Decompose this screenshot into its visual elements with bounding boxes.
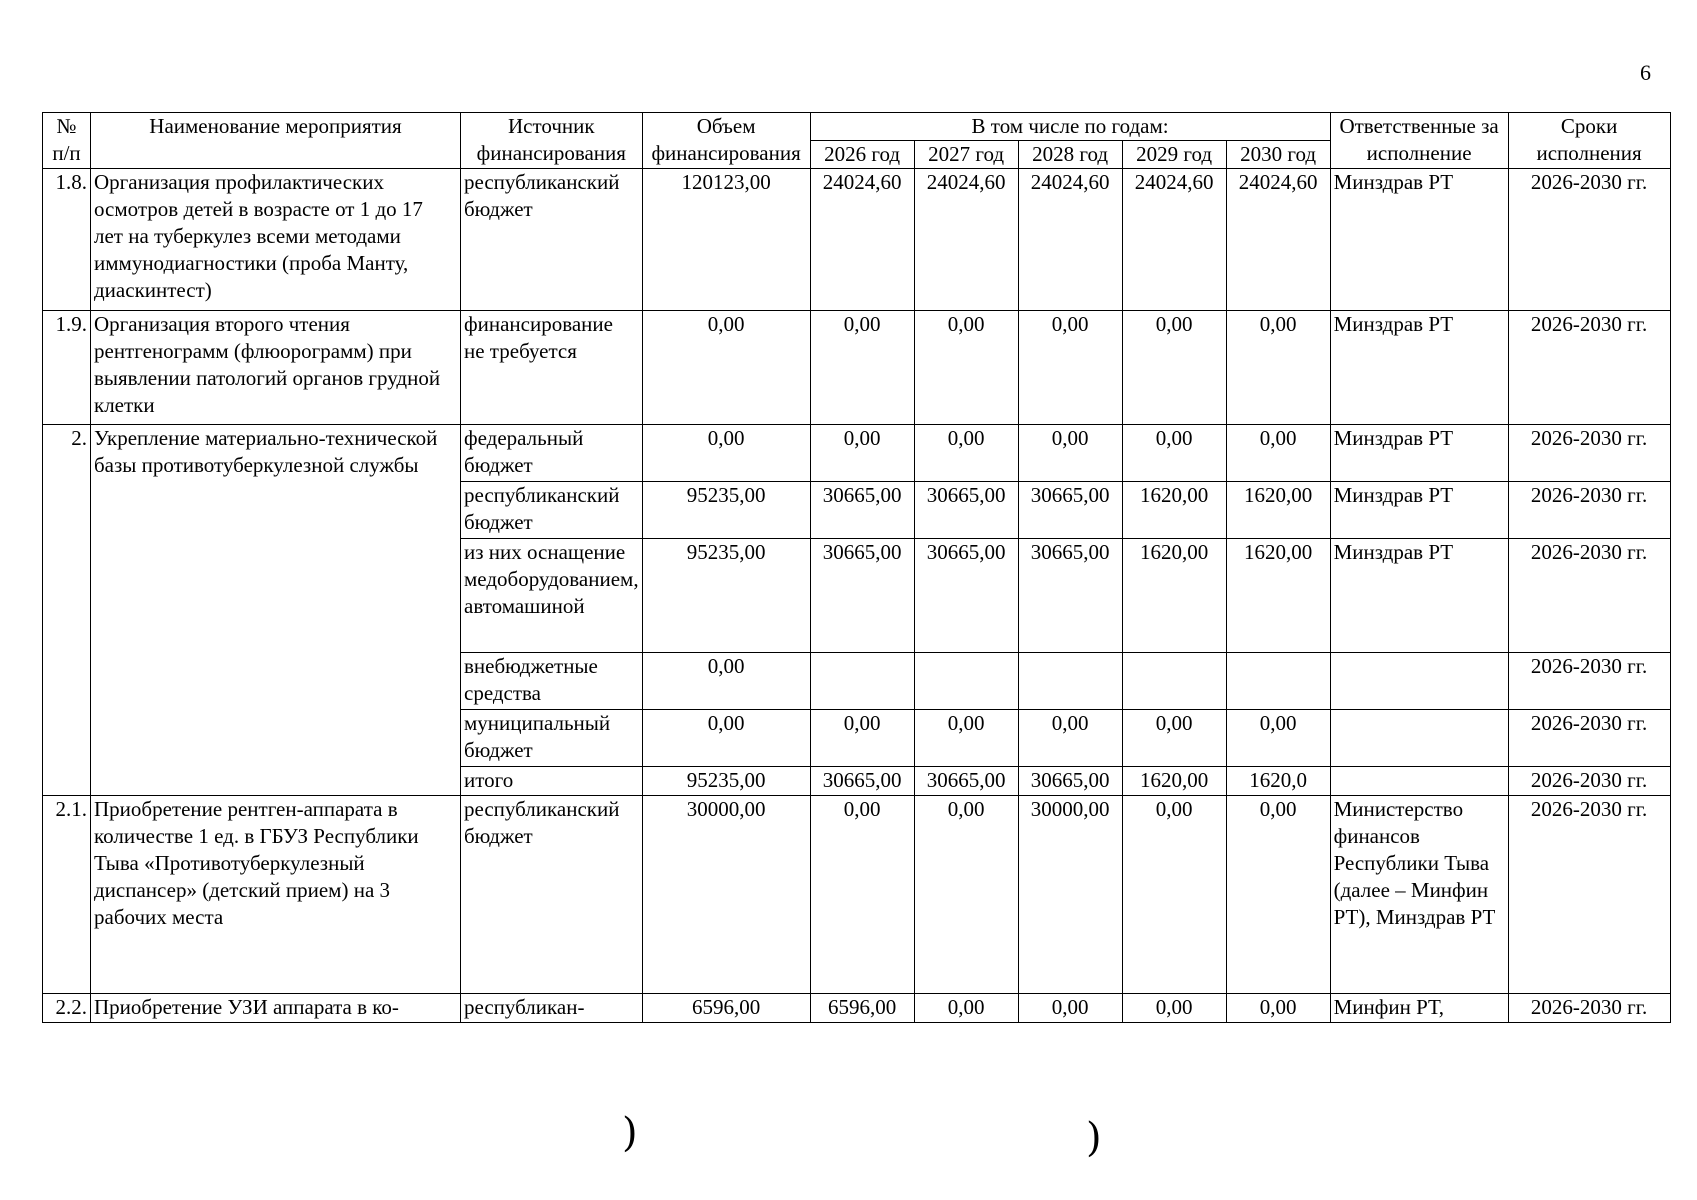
row-year-value: 0,00: [914, 710, 1018, 767]
row-num: 2.1.: [43, 796, 91, 994]
row-year-value: 0,00: [1122, 425, 1226, 482]
row-year-value: 0,00: [1018, 425, 1122, 482]
row-source: федеральный бюджет: [461, 425, 643, 482]
row-year-value: 0,00: [1122, 796, 1226, 994]
row-num: 1.9.: [43, 311, 91, 425]
row-year-value: 1620,00: [1226, 482, 1330, 539]
row-name: Организация второго чтения рентгенограмм (флюорограмм) при выявлении патологий органов грудной клетки: [91, 311, 461, 425]
row-year-value: 0,00: [810, 311, 914, 425]
row-year-value: 30665,00: [810, 539, 914, 653]
row-year-value: 1620,0: [1226, 767, 1330, 796]
row-num: 2.: [43, 425, 91, 796]
header-responsible: Ответственные за исполнение: [1330, 113, 1508, 169]
row-year-value: 30665,00: [1018, 539, 1122, 653]
row-name: Укрепление материально-технической базы противотуберкулезной службы: [91, 425, 461, 796]
header-terms: Сроки исполнения: [1508, 113, 1670, 169]
header-by-years: В том числе по годам:: [810, 113, 1330, 141]
row-volume: 95235,00: [642, 767, 810, 796]
row-responsible: Минфин РТ,: [1330, 994, 1508, 1023]
row-source: республикан-: [461, 994, 643, 1023]
row-year-value: 0,00: [1226, 796, 1330, 994]
row-year-value: 30665,00: [914, 767, 1018, 796]
row-volume: 95235,00: [642, 482, 810, 539]
row-volume: 120123,00: [642, 169, 810, 311]
row-year-value: 24024,60: [810, 169, 914, 311]
row-source: финансирование не требуется: [461, 311, 643, 425]
row-name: Приобретение рентген-аппарата в количестве 1 ед. в ГБУЗ Республики Тыва «Противотуберкулезный диспансер» (детский прием) на 3 рабочих места: [91, 796, 461, 994]
row-year-value: 0,00: [1018, 311, 1122, 425]
row-responsible: Министерство финансов Республики Тыва (далее – Минфин РТ), Минздрав РТ: [1330, 796, 1508, 994]
row-terms: 2026-2030 гг.: [1508, 482, 1670, 539]
row-year-value: 0,00: [1226, 425, 1330, 482]
row-year-value: 0,00: [1226, 994, 1330, 1023]
row-year-value: 0,00: [914, 311, 1018, 425]
header-source: Источник финансирования: [461, 113, 643, 169]
row-year-value: 0,00: [1122, 710, 1226, 767]
row-year-value: 30665,00: [1018, 482, 1122, 539]
row-responsible: Минздрав РТ: [1330, 425, 1508, 482]
row-year-value: 0,00: [1122, 994, 1226, 1023]
row-year-value: 24024,60: [1122, 169, 1226, 311]
scan-mark: ): [1086, 1115, 1102, 1161]
row-terms: 2026-2030 гг.: [1508, 710, 1670, 767]
row-name: Организация профилактических осмотров детей в возрасте от 1 до 17 лет на туберкулез всеми методами иммунодиагностики (проба Манту, диаскинтест): [91, 169, 461, 311]
row-year-value: 0,00: [1226, 710, 1330, 767]
row-year-value: 30665,00: [914, 482, 1018, 539]
row-terms: 2026-2030 гг.: [1508, 539, 1670, 653]
row-year-value: 0,00: [914, 994, 1018, 1023]
activities-table: [42, 112, 1671, 1023]
row-year-value: 6596,00: [810, 994, 914, 1023]
row-terms: 2026-2030 гг.: [1508, 994, 1670, 1023]
row-year-value: 0,00: [810, 425, 914, 482]
row-terms: 2026-2030 гг.: [1508, 796, 1670, 994]
row-volume: 0,00: [642, 311, 810, 425]
row-year-value: 0,00: [1226, 311, 1330, 425]
row-year-value: 30665,00: [810, 767, 914, 796]
row-responsible: [1330, 710, 1508, 767]
row-year-value: 30665,00: [914, 539, 1018, 653]
row-year-value: [914, 653, 1018, 710]
row-year-value: 24024,60: [914, 169, 1018, 311]
row-year-value: 0,00: [810, 796, 914, 994]
row-responsible: [1330, 767, 1508, 796]
row-source: республиканский бюджет: [461, 796, 643, 994]
row-responsible: [1330, 653, 1508, 710]
page-number: 6: [1640, 60, 1651, 85]
header-year: 2028 год: [1018, 141, 1122, 169]
row-year-value: 0,00: [914, 796, 1018, 994]
header-volume: Объем финансирования: [642, 113, 810, 169]
row-year-value: 1620,00: [1122, 482, 1226, 539]
header-year: 2027 год: [914, 141, 1018, 169]
row-year-value: [810, 653, 914, 710]
row-year-value: 24024,60: [1226, 169, 1330, 311]
row-year-value: 0,00: [810, 710, 914, 767]
row-responsible: Минздрав РТ: [1330, 539, 1508, 653]
row-year-value: 0,00: [1018, 710, 1122, 767]
row-source: из них оснащение медоборудованием, автомашиной: [461, 539, 643, 653]
header-year: 2026 год: [810, 141, 914, 169]
row-year-value: 30665,00: [1018, 767, 1122, 796]
row-volume: 0,00: [642, 710, 810, 767]
row-year-value: 30000,00: [1018, 796, 1122, 994]
header-num: № п/п: [43, 113, 91, 169]
row-year-value: 1620,00: [1122, 767, 1226, 796]
header-year: 2030 год: [1226, 141, 1330, 169]
row-year-value: 0,00: [1018, 994, 1122, 1023]
row-year-value: 1620,00: [1122, 539, 1226, 653]
table-row: [43, 311, 1671, 425]
row-terms: 2026-2030 гг.: [1508, 653, 1670, 710]
row-terms: 2026-2030 гг.: [1508, 311, 1670, 425]
row-year-value: 0,00: [914, 425, 1018, 482]
row-volume: 95235,00: [642, 539, 810, 653]
row-year-value: [1226, 653, 1330, 710]
table-row: [43, 425, 1671, 482]
row-year-value: 1620,00: [1226, 539, 1330, 653]
row-source: итого: [461, 767, 643, 796]
row-year-value: 0,00: [1122, 311, 1226, 425]
row-source: республиканский бюджет: [461, 169, 643, 311]
header-name: Наименование мероприятия: [91, 113, 461, 169]
table-row: [43, 169, 1671, 311]
row-num: 2.2.: [43, 994, 91, 1023]
table-row: [43, 994, 1671, 1023]
scan-mark: ): [622, 1110, 638, 1156]
row-terms: 2026-2030 гг.: [1508, 425, 1670, 482]
row-volume: 6596,00: [642, 994, 810, 1023]
header-year: 2029 год: [1122, 141, 1226, 169]
row-num: 1.8.: [43, 169, 91, 311]
row-responsible: Минздрав РТ: [1330, 169, 1508, 311]
row-year-value: 30665,00: [810, 482, 914, 539]
row-source: внебюджетные средства: [461, 653, 643, 710]
row-volume: 30000,00: [642, 796, 810, 994]
row-volume: 0,00: [642, 425, 810, 482]
row-responsible: Минздрав РТ: [1330, 482, 1508, 539]
row-source: республиканский бюджет: [461, 482, 643, 539]
row-responsible: Минздрав РТ: [1330, 311, 1508, 425]
row-year-value: [1122, 653, 1226, 710]
row-volume: 0,00: [642, 653, 810, 710]
row-terms: 2026-2030 гг.: [1508, 767, 1670, 796]
table-row: [43, 796, 1671, 994]
row-year-value: 24024,60: [1018, 169, 1122, 311]
row-terms: 2026-2030 гг.: [1508, 169, 1670, 311]
row-name: Приобретение УЗИ аппарата в ко-: [91, 994, 461, 1023]
row-source: муниципальный бюджет: [461, 710, 643, 767]
row-year-value: [1018, 653, 1122, 710]
